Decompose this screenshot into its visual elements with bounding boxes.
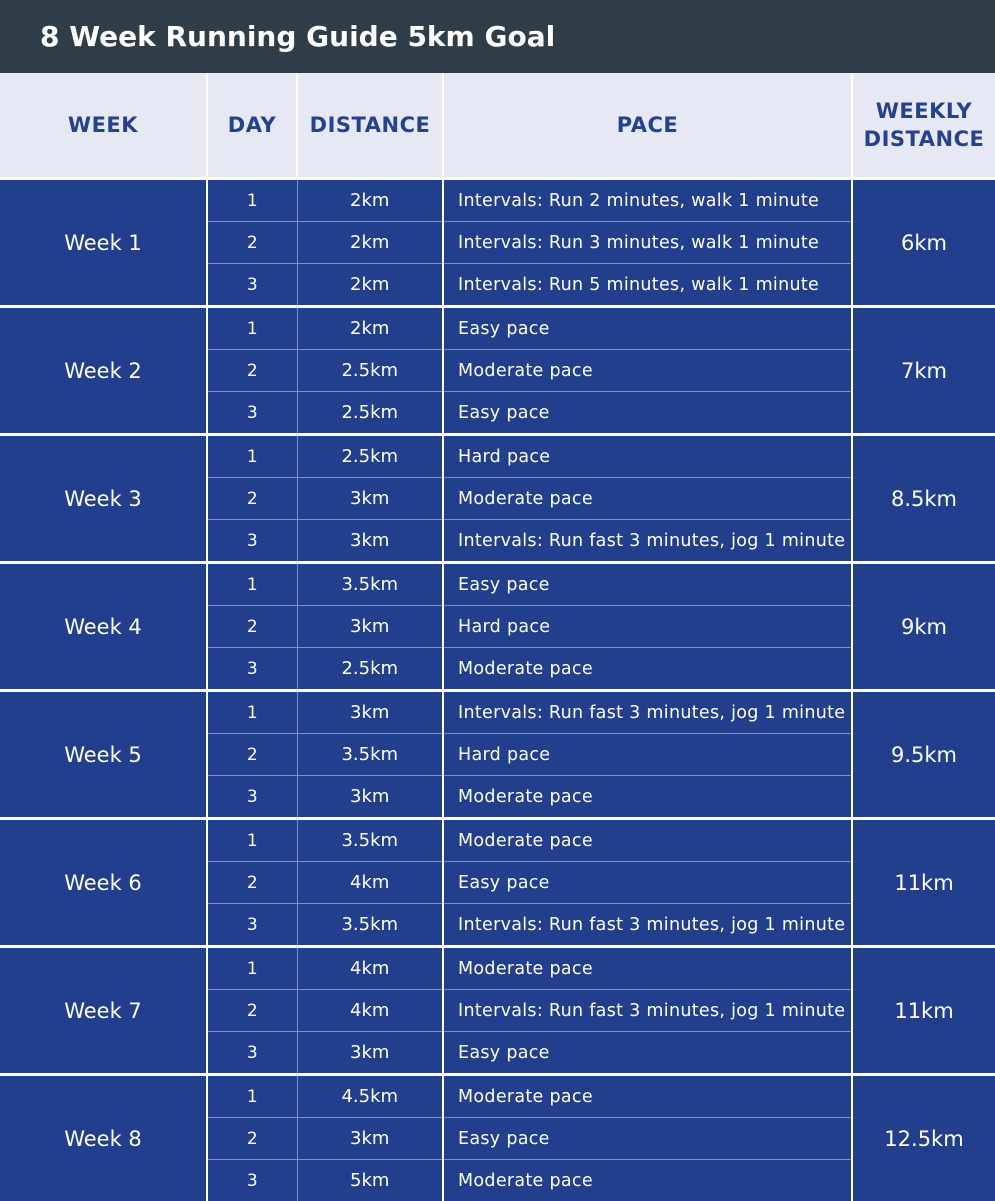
weekly-distance: 12.5km [852,1075,995,1201]
week-label: Week 3 [0,435,207,563]
header-weekly-line2: DISTANCE [864,127,985,151]
table-row [0,563,995,606]
weekly-distance: 7km [852,307,995,435]
day-number: 1 [207,563,297,606]
day-distance: 3km [297,606,443,648]
day-distance: 4km [297,862,443,904]
day-number: 1 [207,1075,297,1118]
day-distance: 5km [297,1160,443,1201]
header-weekly-line1: WEEKLY [876,99,972,123]
day-pace: Intervals: Run fast 3 minutes, jog 1 minute [443,691,852,734]
week-label: Week 6 [0,819,207,947]
day-pace: Hard pace [443,435,852,478]
day-distance: 2.5km [297,648,443,691]
day-distance: 3km [297,1032,443,1075]
day-distance: 2.5km [297,435,443,478]
weekly-distance: 9.5km [852,691,995,819]
day-distance: 3km [297,478,443,520]
weekly-distance: 11km [852,819,995,947]
day-number: 3 [207,1160,297,1201]
table-row [0,179,995,222]
header-pace: PACE [443,73,852,179]
day-pace: Intervals: Run fast 3 minutes, jog 1 minute [443,990,852,1032]
day-number: 1 [207,435,297,478]
day-number: 2 [207,350,297,392]
day-distance: 2km [297,264,443,307]
day-number: 1 [207,691,297,734]
header-week: WEEK [0,73,207,179]
day-distance: 4km [297,947,443,990]
day-pace: Intervals: Run 2 minutes, walk 1 minute [443,179,852,222]
day-distance: 3.5km [297,563,443,606]
day-number: 3 [207,776,297,819]
day-number: 1 [207,819,297,862]
table-row [0,1075,995,1118]
day-distance: 2.5km [297,392,443,435]
week-label: Week 2 [0,307,207,435]
header-day: DAY [207,73,297,179]
day-number: 2 [207,478,297,520]
day-number: 3 [207,520,297,563]
day-pace: Moderate pace [443,648,852,691]
header-weekly-distance [852,73,995,179]
day-pace: Moderate pace [443,1075,852,1118]
day-number: 3 [207,904,297,947]
day-pace: Moderate pace [443,776,852,819]
day-pace: Intervals: Run fast 3 minutes, jog 1 minute [443,520,852,563]
day-pace: Intervals: Run 5 minutes, walk 1 minute [443,264,852,307]
running-guide-table [0,73,995,1201]
table-body [0,179,995,1201]
day-pace: Moderate pace [443,819,852,862]
day-distance: 3km [297,691,443,734]
day-number: 1 [207,179,297,222]
table-row [0,947,995,990]
day-number: 1 [207,947,297,990]
day-pace: Moderate pace [443,947,852,990]
day-number: 3 [207,392,297,435]
week-label: Week 1 [0,179,207,307]
day-number: 2 [207,222,297,264]
title-bar [0,0,995,73]
day-distance: 2km [297,307,443,350]
week-label: Week 4 [0,563,207,691]
day-distance: 3km [297,520,443,563]
day-pace: Moderate pace [443,478,852,520]
week-label: Week 8 [0,1075,207,1201]
day-pace: Easy pace [443,862,852,904]
day-number: 3 [207,264,297,307]
weekly-distance: 6km [852,179,995,307]
header-row [0,73,995,179]
day-pace: Intervals: Run 3 minutes, walk 1 minute [443,222,852,264]
day-pace: Easy pace [443,1118,852,1160]
day-distance: 2.5km [297,350,443,392]
day-number: 3 [207,648,297,691]
day-distance: 3.5km [297,904,443,947]
day-distance: 4km [297,990,443,1032]
day-distance: 3.5km [297,819,443,862]
day-pace: Hard pace [443,606,852,648]
table-row [0,819,995,862]
table-row [0,435,995,478]
day-distance: 2km [297,222,443,264]
day-number: 2 [207,862,297,904]
day-distance: 2km [297,179,443,222]
day-pace: Easy pace [443,1032,852,1075]
day-pace: Hard pace [443,734,852,776]
weekly-distance: 9km [852,563,995,691]
week-label: Week 7 [0,947,207,1075]
day-number: 2 [207,734,297,776]
day-number: 3 [207,1032,297,1075]
day-number: 1 [207,307,297,350]
day-number: 2 [207,1118,297,1160]
day-pace: Easy pace [443,563,852,606]
table-row [0,691,995,734]
day-distance: 3km [297,1118,443,1160]
day-pace: Intervals: Run fast 3 minutes, jog 1 minute [443,904,852,947]
day-distance: 3km [297,776,443,819]
day-distance: 4.5km [297,1075,443,1118]
day-pace: Moderate pace [443,1160,852,1201]
week-label: Week 5 [0,691,207,819]
day-number: 2 [207,990,297,1032]
day-number: 2 [207,606,297,648]
day-pace: Easy pace [443,307,852,350]
weekly-distance: 8.5km [852,435,995,563]
page-title: 8 Week Running Guide 5km Goal [40,20,555,53]
day-pace: Moderate pace [443,350,852,392]
day-distance: 3.5km [297,734,443,776]
table-row [0,307,995,350]
weekly-distance: 11km [852,947,995,1075]
header-distance: DISTANCE [297,73,443,179]
day-pace: Easy pace [443,392,852,435]
